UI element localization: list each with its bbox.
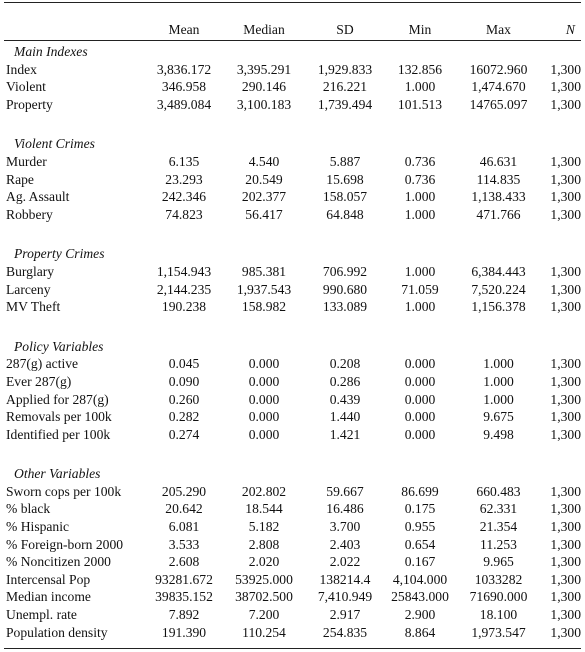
cell-sd: 706.992 [322,263,368,279]
section-title: Property Crimes [14,246,105,262]
row-label: 287(g) active [6,356,79,372]
cell-median: 202.377 [241,189,287,205]
cell-min: 0.000 [404,373,436,389]
cell-sd: 5.887 [329,153,361,169]
cell-sd: 0.208 [329,356,361,372]
cell-mean: 191.390 [161,624,207,640]
spacer-cell [6,223,581,245]
cell-sd: 64.848 [326,206,364,222]
section-spacer [6,316,581,338]
row-label: MV Theft [6,299,61,315]
section-heading-row [6,43,581,61]
cell-median: 38702.500 [235,589,293,605]
cell-max: 471.766 [476,206,521,222]
table-row [6,391,581,409]
cell-min: 0.736 [404,171,436,187]
cell-mean: 6.135 [168,153,200,169]
table-row [6,206,581,224]
cell-sd: 0.286 [329,373,361,389]
section-title: Other Variables [14,466,101,482]
cell-n: 1,300 [550,554,581,570]
cell-max: 46.631 [479,153,518,169]
cell-max: 62.331 [479,501,518,517]
section-heading-row [6,245,581,263]
cell-median: 18.544 [245,501,283,517]
cell-median: 53925.000 [235,571,293,587]
table-row [6,518,581,536]
cell-min: 86.699 [401,483,439,499]
cell-mean: 20.642 [165,501,203,517]
cell-n: 1,300 [550,263,581,279]
cell-median: 0.000 [248,426,280,442]
cell-mean: 23.293 [165,171,203,187]
row-label: Intercensal Pop [6,571,91,587]
row-label: Ag. Assault [6,189,70,205]
cell-median: 0.000 [248,391,280,407]
cell-n: 1,300 [550,536,581,552]
cell-sd: 1,739.494 [317,96,373,112]
cell-n: 1,300 [550,519,581,535]
header-cell-n: N [565,22,575,37]
bottom-rule [4,648,581,649]
cell-max: 1.000 [483,391,514,407]
cell-min: 0.000 [404,409,436,425]
cell-mean: 0.282 [168,409,200,425]
top-rule [4,2,581,3]
cell-min: 132.856 [397,61,443,77]
cell-max: 1,973.547 [471,624,526,640]
table-row [6,588,581,606]
cell-max: 114.835 [476,171,521,187]
cell-max: 1033282 [474,571,523,587]
cell-median: 20.549 [245,171,283,187]
table-row [6,153,581,171]
header-cell-max: Max [486,22,511,37]
cell-n: 1,300 [550,153,581,169]
cell-min: 0.736 [404,153,436,169]
cell-n: 1,300 [550,61,581,77]
cell-median: 985.381 [241,263,287,279]
cell-n: 1,300 [550,281,581,297]
cell-min: 0.000 [404,356,436,372]
cell-max: 7,520.224 [471,281,526,297]
cell-min: 0.000 [404,391,436,407]
cell-n: 1,300 [550,409,581,425]
cell-median: 202.802 [241,483,287,499]
spacer-cell [6,443,581,465]
cell-max: 14765.097 [469,96,528,112]
cell-min: 1.000 [404,263,436,279]
cell-n: 1,300 [550,391,581,407]
header-cell-mean: Mean [168,22,200,37]
section-title: Main Indexes [14,44,88,59]
table-row [6,408,581,426]
cell-max: 21.354 [479,519,518,535]
cell-sd: 2.917 [329,607,361,623]
cell-min: 8.864 [404,624,436,640]
cell-mean: 190.238 [161,299,207,315]
cell-min: 101.513 [397,96,443,112]
cell-sd: 2.022 [329,554,361,570]
cell-n: 1,300 [550,356,581,372]
row-label: Median income [6,589,91,605]
cell-min: 0.654 [404,536,436,552]
cell-mean: 346.958 [161,79,207,95]
row-label: Rape [6,171,34,187]
section-heading-row [6,465,581,483]
cell-n: 1,300 [550,373,581,389]
spacer-cell [6,316,581,338]
cell-max: 9.675 [483,409,514,425]
row-label: Murder [6,153,47,169]
cell-sd: 1,929.833 [317,61,373,77]
cell-min: 1.000 [404,299,436,315]
cell-mean: 93281.672 [155,571,213,587]
cell-max: 1,156.378 [471,299,526,315]
row-label: % Foreign-born 2000 [6,536,124,552]
cell-n: 1,300 [550,571,581,587]
cell-n: 1,300 [550,501,581,517]
cell-mean: 3,836.172 [156,61,212,77]
cell-max: 1.000 [483,356,514,372]
header-cell-sd: SD [336,22,354,37]
cell-mean: 2,144.235 [156,281,212,297]
cell-mean: 3.533 [168,536,200,552]
row-label: Identified per 100k [6,426,111,442]
spacer-cell [6,113,581,135]
cell-n: 1,300 [550,589,581,605]
table-row [6,188,581,206]
cell-max: 16072.960 [469,61,528,77]
cell-sd: 1.421 [329,426,361,442]
section-spacer [6,443,581,465]
cell-mean: 0.090 [168,373,200,389]
cell-mean: 242.346 [161,189,207,205]
row-label: Larceny [6,281,51,297]
table-row [6,426,581,444]
cell-min: 71.059 [401,281,439,297]
cell-median: 3,100.183 [236,96,292,112]
cell-sd: 133.089 [322,299,368,315]
cell-sd: 3.700 [329,519,361,535]
table-row [6,281,581,299]
cell-sd: 59.667 [326,483,364,499]
cell-min: 1.000 [404,189,436,205]
table-row [6,553,581,571]
cell-sd: 2.403 [329,536,361,552]
row-label: Sworn cops per 100k [6,483,122,499]
row-label: % Hispanic [6,519,70,535]
cell-median: 56.417 [245,206,283,222]
table-row [6,606,581,624]
section-spacer [6,223,581,245]
cell-n: 1,300 [550,607,581,623]
row-label: Ever 287(g) [6,373,72,389]
row-label: Unempl. rate [6,607,77,623]
row-label: Robbery [6,206,53,222]
section-heading-row [6,338,581,356]
row-label: % black [6,501,51,517]
table-row [6,355,581,373]
cell-max: 18.100 [479,607,518,623]
cell-max: 1,138.433 [471,189,526,205]
header-cell-min: Min [408,22,432,37]
cell-n: 1,300 [550,79,581,95]
cell-mean: 39835.152 [155,589,213,605]
section-heading-row [6,135,581,153]
cell-max: 6,384.443 [471,263,526,279]
cell-sd: 216.221 [322,79,368,95]
table-row [6,61,581,79]
cell-max: 9.498 [483,426,514,442]
row-label: Index [6,61,37,77]
cell-sd: 7,410.949 [317,589,373,605]
table-row [6,78,581,96]
cell-n: 1,300 [550,483,581,499]
section-title: Violent Crimes [14,136,95,152]
summary-statistics-table [6,19,581,641]
cell-max: 9.965 [483,554,514,570]
cell-median: 2.020 [248,554,280,570]
cell-n: 1,300 [550,426,581,442]
cell-sd: 138214.4 [319,571,371,587]
table-header [6,19,581,43]
cell-min: 1.000 [404,79,436,95]
cell-max: 660.483 [476,483,521,499]
cell-n: 1,300 [550,171,581,187]
cell-median: 2.808 [248,536,280,552]
cell-n: 1,300 [550,189,581,205]
table-row [6,298,581,316]
cell-mean: 0.045 [168,356,200,372]
cell-min: 4,104.000 [392,571,448,587]
row-label: Violent [6,79,46,95]
cell-min: 0.167 [404,554,436,570]
table-row [6,96,581,114]
cell-mean: 74.823 [165,206,203,222]
cell-sd: 0.439 [329,391,361,407]
cell-median: 4.540 [248,153,280,169]
cell-median: 5.182 [248,519,280,535]
cell-min: 0.175 [404,501,436,517]
cell-median: 0.000 [248,373,280,389]
cell-median: 3,395.291 [236,61,292,77]
header-cell-label [6,19,144,43]
cell-min: 1.000 [404,206,436,222]
cell-mean: 0.274 [168,426,200,442]
cell-min: 25843.000 [391,589,449,605]
cell-sd: 15.698 [326,171,364,187]
cell-median: 0.000 [248,356,280,372]
cell-n: 1,300 [550,624,581,640]
cell-n: 1,300 [550,299,581,315]
cell-median: 110.254 [242,624,286,640]
cell-min: 0.000 [404,426,436,442]
cell-n: 1,300 [550,96,581,112]
cell-median: 1,937.543 [236,281,292,297]
row-label: Applied for 287(g) [6,391,109,407]
table-row [6,500,581,518]
cell-median: 290.146 [241,79,287,95]
cell-max: 1,474.670 [471,79,526,95]
cell-mean: 205.290 [161,483,207,499]
cell-sd: 990.680 [322,281,368,297]
cell-max: 1.000 [483,373,514,389]
row-label: Property [6,96,53,112]
table-row [6,263,581,281]
cell-max: 71690.000 [469,589,528,605]
table-row [6,624,581,642]
cell-n: 1,300 [550,206,581,222]
cell-min: 2.900 [404,607,436,623]
row-label: Removals per 100k [6,409,112,425]
row-label: Burglary [6,263,55,279]
cell-median: 7.200 [248,607,280,623]
cell-median: 158.982 [241,299,287,315]
row-label: % Noncitizen 2000 [6,554,111,570]
table-row [6,171,581,189]
cell-sd: 158.057 [322,189,368,205]
table-row [6,571,581,589]
cell-mean: 7.892 [168,607,200,623]
table-row [6,483,581,501]
row-label: Population density [6,624,108,640]
cell-sd: 16.486 [326,501,364,517]
cell-sd: 254.835 [322,624,368,640]
cell-mean: 6.081 [168,519,200,535]
cell-sd: 1.440 [329,409,361,425]
cell-mean: 0.260 [168,391,200,407]
cell-mean: 3,489.084 [156,96,212,112]
table-body [6,43,581,641]
cell-mean: 1,154.943 [156,263,212,279]
section-title: Policy Variables [14,338,104,354]
cell-median: 0.000 [248,409,280,425]
section-spacer [6,113,581,135]
table-row [6,373,581,391]
table-row [6,536,581,554]
cell-min: 0.955 [404,519,436,535]
header-cell-median: Median [243,22,285,37]
cell-max: 11.253 [480,536,517,552]
header-row [6,19,581,43]
cell-mean: 2.608 [168,554,200,570]
